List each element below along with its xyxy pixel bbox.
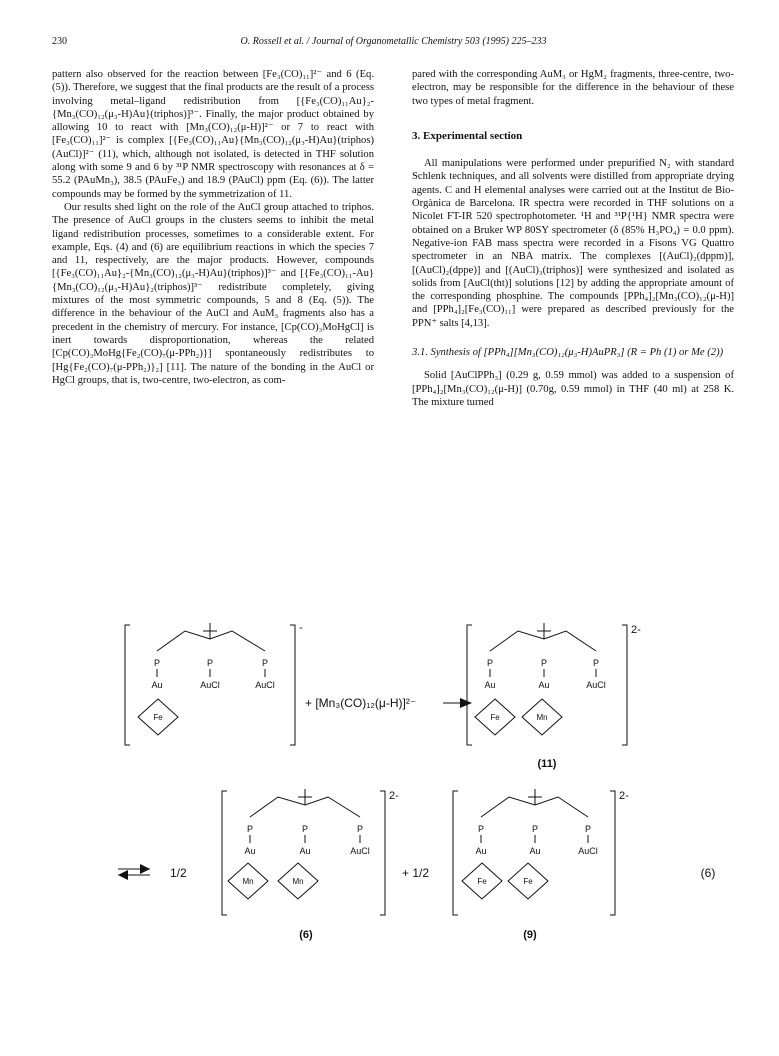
compound-label: (11)	[537, 758, 557, 770]
phosphorus-label: P	[486, 658, 494, 668]
iron-cluster-label: Fe	[477, 877, 487, 886]
phosphorus-label: P	[531, 824, 539, 834]
phosphorus-label: P	[584, 824, 592, 834]
running-title: O. Rossell et al. / Journal of Organometallic Chemistry 503 (1995) 225–233	[240, 36, 547, 47]
gold-chloride-label: AuCl	[578, 846, 598, 856]
phosphorus-label: P	[301, 824, 309, 834]
gold-label: Au	[244, 846, 256, 856]
gold-label: Au	[151, 680, 163, 690]
page-header	[52, 36, 735, 52]
iron-cluster-label: Fe	[490, 713, 500, 722]
phosphorus-label: P	[540, 658, 548, 668]
gold-label: Au	[475, 846, 487, 856]
paragraph: Our results shed light on the role of the AuCl group attached to triphos. The presence of AuCl groups in the clusters seems to inhibit the metal ligand redistribution processes, sometimes to a considerable extent. For example, Eqs. (4) and (6) are equilibrium reactions in which the species 7 and 11, respectively, are the major products. However, compounds [{Fe₃(CO)₁₁Au}₂-{Mn₃(CO)₁₂(μ₃-H)Au}(triphos)]³⁻ and [{Fe₃(CO)₁₁-Au}{Mn₃(CO)₁₂(μ₃-H)Au}₂(triphos)]³⁻ redistribute completely, giving mixtures of the most symmetric compounds, 5 and 8 (Eq. (5)). The difference in the behaviour of the AuCl and AuM₃ fragments also has a precedent in the chemistry of mercury. For instance, [Cp(CO)₃MoHgCl] is inert towards disproportionation, whereas the related [Cp(CO)₃MoHg{Fe₂(CO)₇(μ-PPh₂)}] spontaneously redistributes to [Hg{Fe₂(CO)₇(μ-PPh₂)}₂] [11]. The nature of the bonding in the AuCl or HgCl groups, that is, two-centre, two-electron, as com-	[52, 201, 374, 386]
left-column	[52, 68, 374, 387]
paragraph: pared with the corresponding AuM₃ or HgM₂ fragments, three-centre, two-electron, may be responsible for the difference in the behaviour of these two types of metal fragment.	[412, 69, 734, 107]
phosphorus-label: P	[477, 824, 485, 834]
coefficient-label: + 1/2	[402, 866, 430, 880]
paragraph: All manipulations were performed under prepurified N₂ with standard Schlenk techniques, and all solvents were distilled from appropriate drying agents. C and H elemental analyses were carried out at the Institut de Bio-Orgànica de Barcelona. IR spectra were recorded in THF solutions on a Nicolet FT-IR 520 spectrophotometer. ¹H and ³¹P{¹H} NMR spectra were obtained on a Bruker WP 80SY spectrometer (δ (85% H₃PO₄) = 0.0 ppm). Negative-ion FAB mass spectra were recorded in a Fisons VG Quattro spectrometer in an NBA matrix. The complexes [(AuCl)₂(dppm)], [(AuCl)₂(dppe)] and [(AuCl)₃(triphos)] were synthesized and isolated as solids from [AuCl(tht)] solutions [12] by adding the appropriate amount of the corresponding phosphine. The compounds [PPh₄]₂[Mn₃(CO)₁₂(μ-H)] and [PPh₄]₂[Fe₃(CO)₁₁] were prepared as described previously for the PPN⁺ salts [4,13].	[412, 158, 734, 329]
phosphorus-label: P	[261, 658, 269, 668]
iron-cluster-label: Fe	[153, 713, 163, 722]
charge-label: -	[299, 622, 303, 634]
scheme-drawing	[110, 585, 750, 985]
manganese-cluster-label: Mn	[242, 877, 254, 886]
section-title: 3. Experimental section	[412, 129, 523, 142]
gold-chloride-label: AuCl	[350, 846, 370, 856]
charge-label: 2-	[631, 624, 641, 636]
iron-cluster-label: Fe	[523, 877, 533, 886]
coefficient-label: 1/2	[170, 866, 187, 880]
phosphorus-label: P	[592, 658, 600, 668]
gold-label: Au	[299, 846, 311, 856]
reaction-scheme	[110, 585, 750, 985]
compound-label: (9)	[523, 929, 537, 941]
manganese-cluster-label: Mn	[292, 877, 304, 886]
charge-label: 2-	[389, 790, 399, 802]
right-column	[412, 68, 734, 409]
gold-chloride-label: AuCl	[200, 680, 220, 690]
phosphorus-label: P	[153, 658, 161, 668]
phosphorus-label: P	[206, 658, 214, 668]
paragraph: pattern also observed for the reaction between [Fe₃(CO)₁₁]²⁻ and 6 (Eq. (5)). Therefore, we suggest that the final products are the result of a process involving metal–ligand redistribution from [{Fe₃(CO)₁₁Au}₂-{Mn₃(CO)₁₂(μ₃-H)Au}(triphos)]³⁻. Finally, the major product obtained by allowing 10 to react with [Mn₃(CO)₁₂(μ-H)]²⁻ or 7 to react with [Fe₃(CO)₁₁]²⁻ is complex [{Fe₃(CO)₁₁Au}{Mn₃(CO)₁₂(μ₃-H)Au}(triphos)(AuCl)]²⁻ (11), which, although not isolated, is detected in THF solution along with some 9 and 6 by ³¹P NMR spectroscopy with resonances at δ = 55.2 (PAuMn₃), 38.5 (PAuFe₃) and 18.9 (PAuCl) ppm (Eq. (6)). The latter compounds may be formed by the symmetrization of 11.	[52, 69, 374, 200]
gold-label: Au	[484, 680, 496, 690]
reagent-label: + [Mn₃(CO)₁₂(μ-H)]²⁻	[305, 696, 417, 710]
gold-label: Au	[529, 846, 541, 856]
equation-number: (6)	[700, 866, 716, 880]
gold-chloride-label: AuCl	[255, 680, 275, 690]
compound-label: (6)	[299, 929, 313, 941]
page-number: 230	[52, 36, 67, 47]
manganese-cluster-label: Mn	[536, 713, 548, 722]
phosphorus-label: P	[356, 824, 364, 834]
gold-label: Au	[538, 680, 550, 690]
paragraph: Solid [AuClPPh₃] (0.29 g, 0.59 mmol) was added to a suspension of [PPh₄]₂[Mn₃(CO)₁₂(μ-H)] (0.70g, 0.59 mmol) in THF (40 ml) at 258 K. The mixture turned	[412, 370, 734, 408]
gold-chloride-label: AuCl	[586, 680, 606, 690]
phosphorus-label: P	[246, 824, 254, 834]
charge-label: 2-	[619, 790, 629, 802]
subsection-title: 3.1. Synthesis of [PPh₄][Mn₃(CO)₁₂(μ₃-H)AuPR₃] (R = Ph (1) or Me (2))	[412, 347, 724, 359]
